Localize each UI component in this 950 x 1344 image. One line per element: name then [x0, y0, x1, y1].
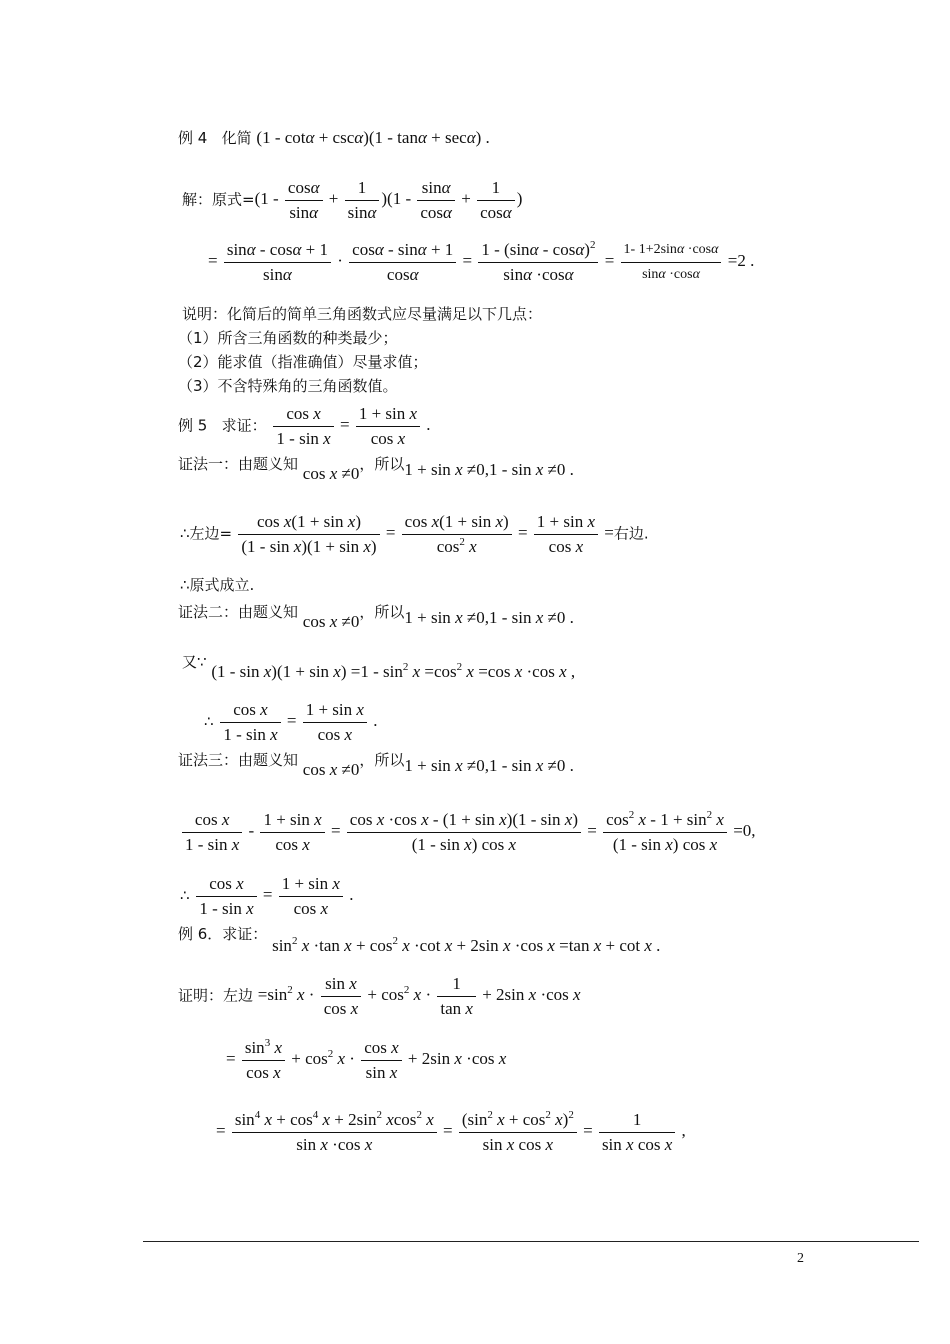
ex5-line	[178, 402, 431, 451]
proof6-expr1: $=\sin^2$ x · $\frac{\text{sin x}}{\text{cos x}}$ + $\cos^2 x$ · $\frac{1}{\text{tan x}}$ + 2sin x ·cos x	[257, 974, 581, 1018]
proof3-condition-line	[178, 750, 574, 779]
note-item-2: （2）能求值（指准确值）尽量求值；	[178, 353, 428, 371]
proof2-label: 证法二：由题义知	[178, 603, 299, 621]
proof6-line1	[178, 972, 581, 1021]
proof3-cond-a: cos x ≠0	[302, 760, 360, 779]
proof1-conclusion: ∴原式成立.	[180, 576, 255, 594]
proof3-label: 证法三：由题义知	[178, 751, 299, 769]
proof2-also-label: 又∵	[182, 653, 207, 671]
ex6-line	[178, 924, 661, 955]
proof1-cond-b: 1 + sin x ≠0,1 - sin x ≠0 .	[404, 460, 574, 479]
ex6-label: 例 6．求证：	[178, 925, 268, 943]
proof3-cond-b: 1 + sin x ≠0,1 - sin x ≠0 .	[404, 756, 574, 775]
proof6-line3	[216, 1108, 686, 1157]
proof6-label: 证明：左边	[178, 986, 254, 1005]
ex4-verb: 化简	[221, 129, 252, 147]
proof6-expr2: = $\frac{\sin^3 x}{\text{cos x}}$ + $\cos^2 x$ · $\frac{\text{cos x}}{\text{sin x}}$ + 2sin x ·cos x	[226, 1037, 507, 1082]
proof2-also-expr: $(1 - \sin x)(1 + \sin x) =1 - \sin^2 x =\cos^2$ x =cos x ·cos x ,	[211, 661, 576, 681]
proof3-chain-expr: $\frac{\text{cos x}}{\text{1 - sin x}}$ - $\frac{\text{1 + sin x}}{\text{cos x}}$ = $\frac{\text{cos x ·cos x - (1 + sin x)(1 - sin x)}}{\text{(1 - sin x) cos x}}$ = $\frac{\cos^2 x - 1 + \sin^2 x}{\text{(1 - sin x) cos x}}$ =0,	[180, 821, 756, 840]
ex4-solution-expr2: = $\frac{\sin\alpha - \cos\alpha + 1}{\sin\alpha}$ · $\frac{\cos\alpha - \sin\alpha + 1}{\cos\alpha}$ = $\frac{1 - (\sin\alpha - \cos\alpha)^2}{\sin\alpha \cdot\cos\alpha}$ = $\frac{1- 1+2\sin\alpha \cdot\cos\alpha}{\sin\alpha \cdot\cos\alpha}$ =2 .	[208, 239, 755, 284]
proof2-also-line	[182, 652, 576, 681]
footer-rule	[143, 1241, 919, 1242]
proof1-lhs-label: ∴左边=	[180, 524, 233, 543]
ex4-solution-line2	[208, 238, 754, 287]
proof1-cond-a: cos x ≠0	[302, 464, 360, 483]
proof2-condition-line	[178, 602, 574, 631]
proof2-sep: ，所以	[359, 603, 405, 621]
proof6-expr3: = $\frac{\sin^4 x + \cos^4 x + 2\sin^2 xcos^2 x}{\text{sin x ·cos x}}$ = $\frac{(\sin^2 x + \cos^2 x)^2}{\text{sin x cos x}}$ = $\frac{1}{\text{sin x cos x}}$ ,	[216, 1109, 686, 1154]
proof2-therefore-line	[204, 698, 377, 747]
proof3-chain	[180, 808, 756, 857]
proof6-line2	[226, 1036, 506, 1085]
proof1-condition-line	[178, 454, 574, 483]
proof3-therefore: ∴	[180, 886, 190, 905]
proof1-chain-expr: $\frac{\text{cos x(1 + sin x)}}{\text{(1 - sin x)(1 + sin x)}}$ = $\frac{\text{cos x(1 + sin x)}}{\cos^2 x}$ = $\frac{\text{1 + sin x}}{\text{cos x}}$ =	[232, 523, 614, 542]
proof2-therefore: ∴	[204, 712, 214, 731]
proof2-cond-b: 1 + sin x ≠0,1 - sin x ≠0 .	[404, 608, 574, 627]
proof3-sep: ，所以	[359, 751, 405, 769]
proof1-rhs-label: 右边.	[613, 524, 649, 543]
proof2-cond-a: cos x ≠0	[302, 612, 360, 631]
proof3-therefore-line	[180, 872, 353, 921]
ex4-solution-line1	[182, 176, 522, 225]
ex5-verb: 求证：	[221, 416, 267, 435]
proof1-sep: ，所以	[359, 455, 405, 473]
ex4-label: 例 4	[178, 129, 208, 147]
ex4-solution-label: 解：原式=	[182, 190, 255, 209]
ex5-identity: $\frac{\text{cos x}}{\text{1 - sin x}}$ = $\frac{\text{1 + sin x}}{\text{cos x}}$ .	[271, 415, 430, 434]
proof3-result: $\frac{\text{cos x}}{\text{1 - sin x}}$ = $\frac{\text{1 + sin x}}{\text{cos x}}$ .	[194, 885, 353, 904]
proof2-result: $\frac{\text{cos x}}{\text{1 - sin x}}$ = $\frac{\text{1 + sin x}}{\text{cos x}}$ .	[218, 711, 377, 730]
proof1-chain	[180, 510, 649, 559]
ex4-line	[178, 128, 490, 148]
ex4-solution-expr1: (1 - $\frac{\cos\alpha}{\sin\alpha}$ + $\frac{1}{\sin\alpha}$ )(1 - $\frac{\sin\alpha}{\cos\alpha}$ + $\frac{1}{\cos\alpha}$ )	[254, 178, 523, 222]
note-item-1: （1）所含三角函数的种类最少；	[178, 329, 398, 347]
ex6-identity: $\sin^2 x \cdot\tan$ $x + \cos^2 x \cdot\cot$ x + 2sin x ·cos x =tan x + cot x .	[272, 935, 661, 955]
ex4-expression: (1 - cotα + cscα)(1 - tanα + secα) .	[256, 128, 490, 147]
ex5-label: 例 5	[178, 416, 208, 435]
proof1-label: 证法一：由题义知	[178, 455, 299, 473]
page-number: 2	[797, 1251, 804, 1266]
note-item-3: （3）不含特殊角的三角函数值。	[178, 377, 398, 395]
note-title: 说明：化简后的简单三角函数式应尽量满足以下几点：	[182, 305, 543, 323]
